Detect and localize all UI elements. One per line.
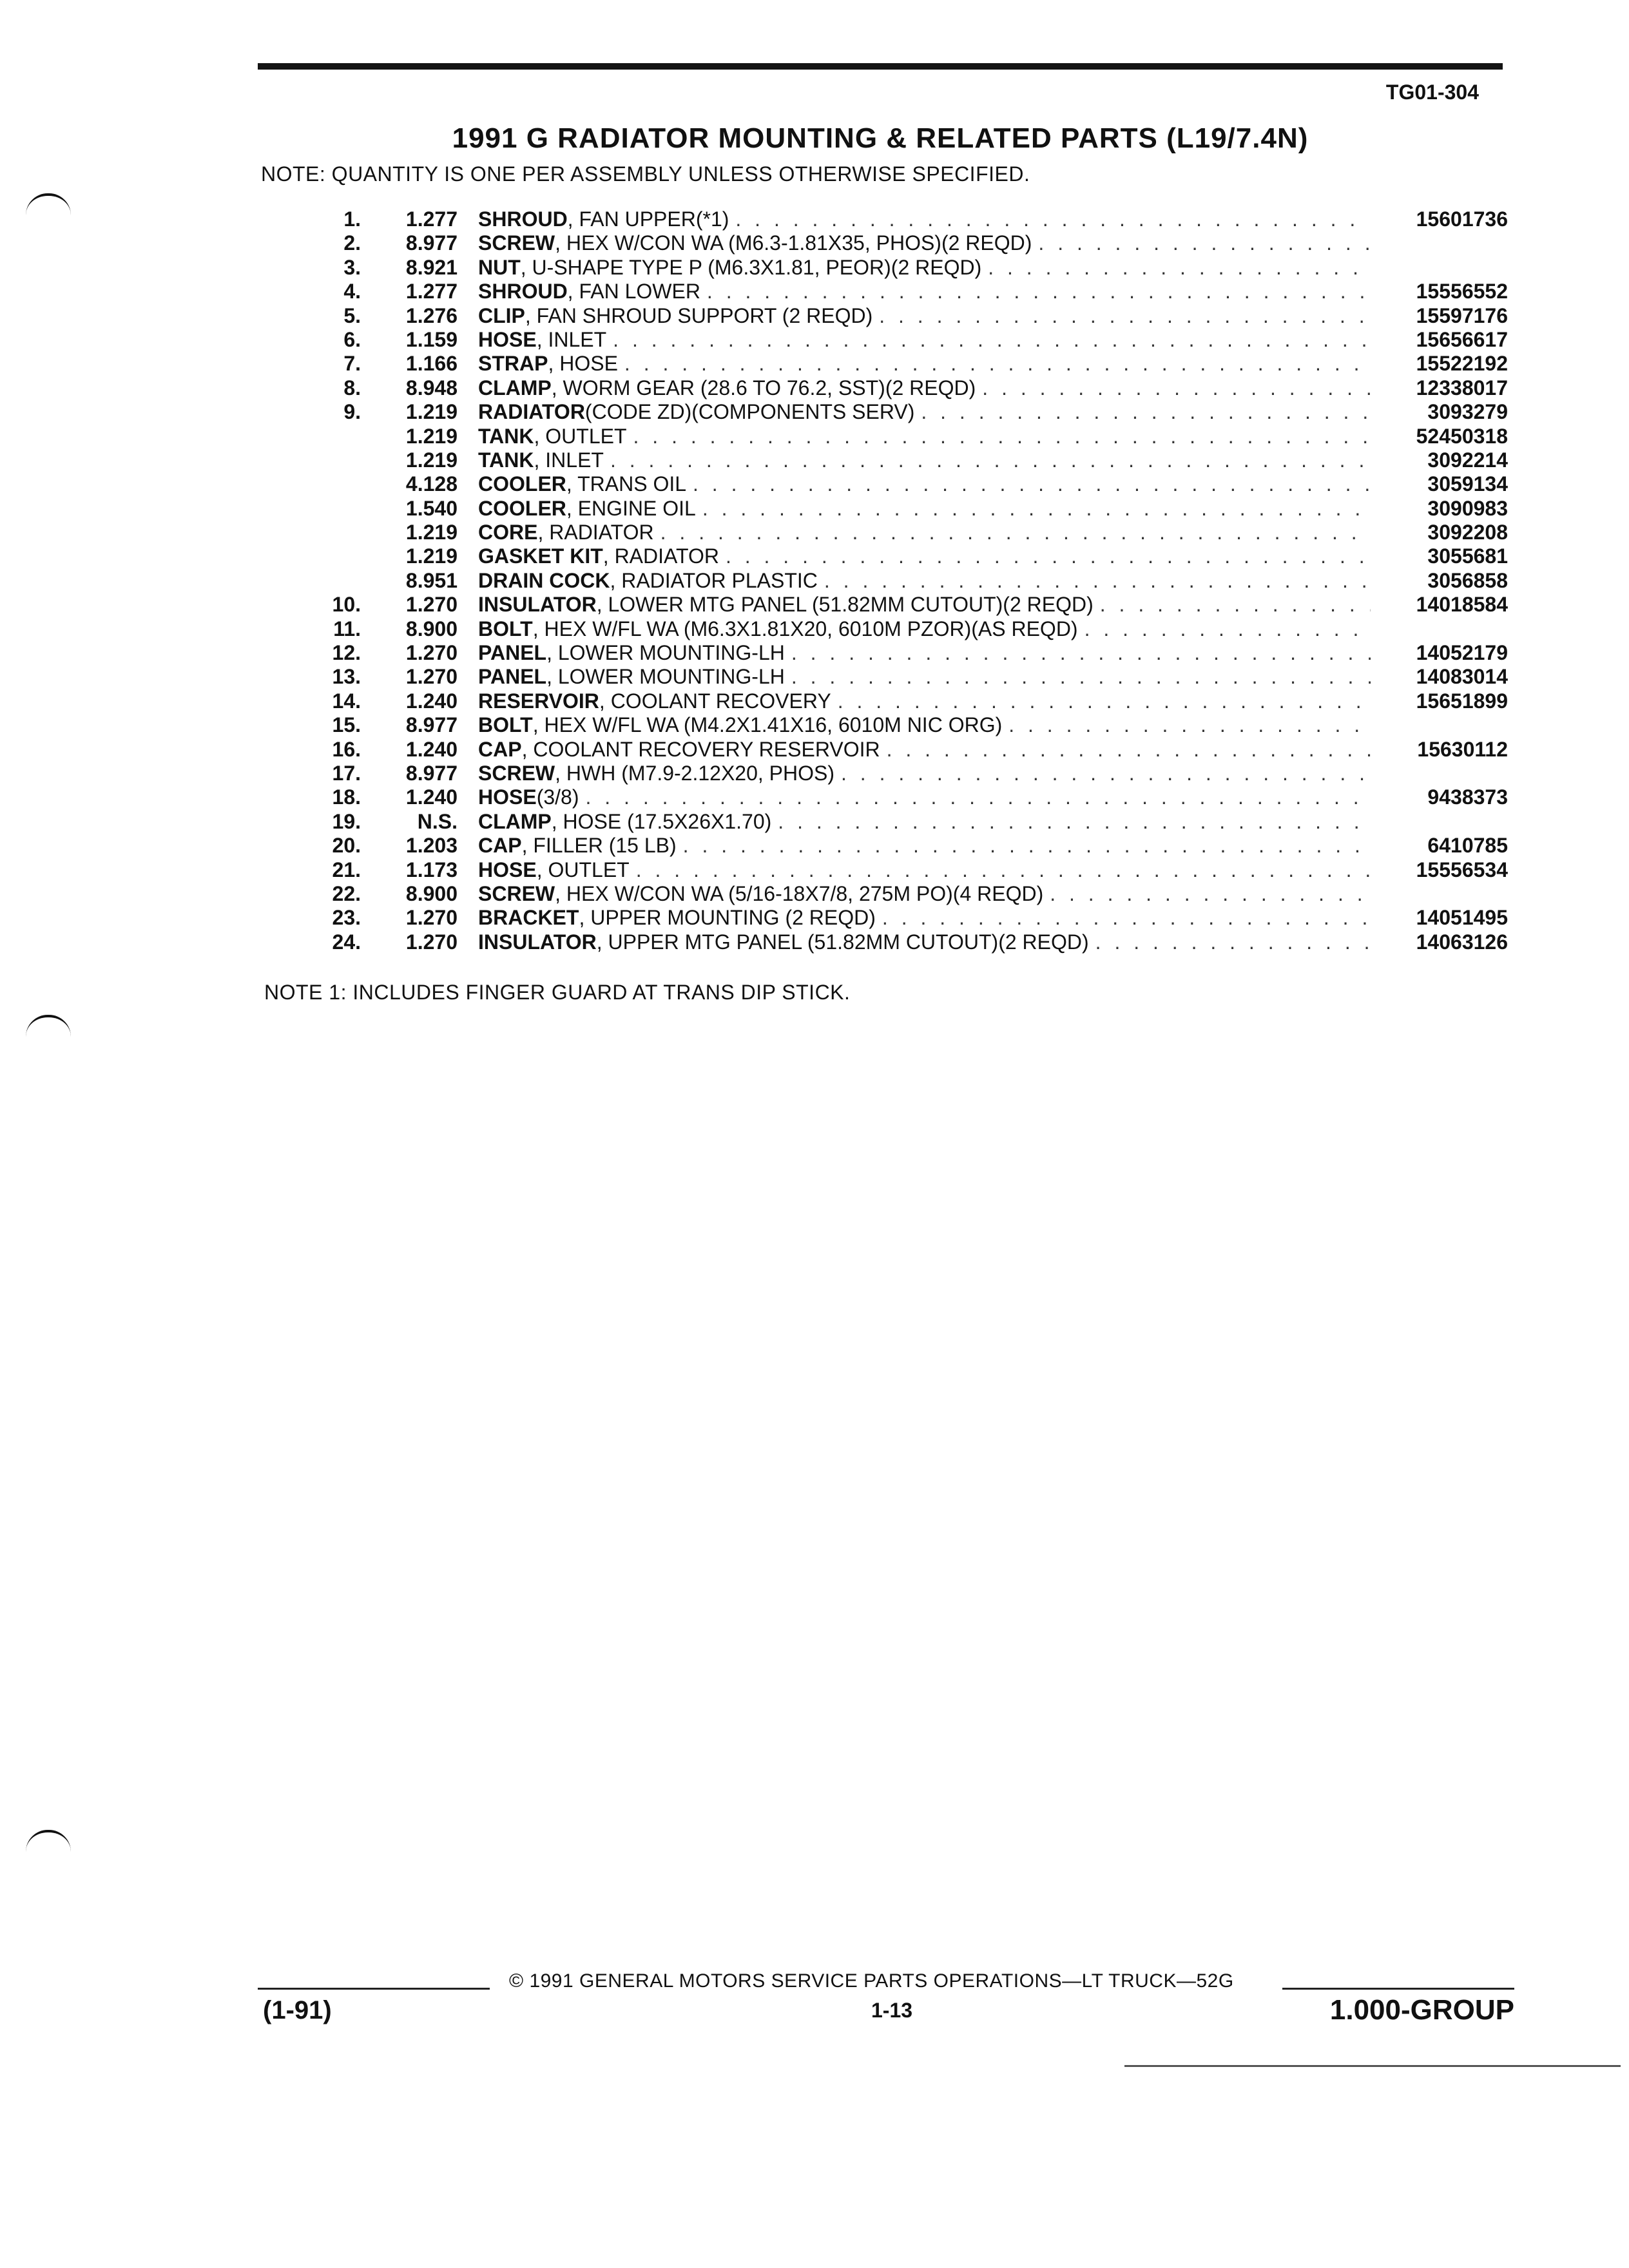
part-name: TANK xyxy=(478,424,534,448)
part-name: PANEL xyxy=(478,641,547,665)
part-detail: , ENGINE OIL xyxy=(566,496,696,520)
group-number: 1.270 xyxy=(405,641,458,665)
dot-leader xyxy=(633,425,1371,448)
part-number: 14083014 xyxy=(1416,665,1508,689)
part-detail: , FAN SHROUD SUPPORT (2 REQD) xyxy=(525,303,873,327)
quantity-note: NOTE: QUANTITY IS ONE PER ASSEMBLY UNLESS OTHERWISE SPECIFIED. xyxy=(261,162,1030,186)
part-detail: , LOWER MOUNTING-LH xyxy=(546,665,785,689)
dot-leader xyxy=(1050,882,1371,906)
part-description xyxy=(478,689,1371,713)
item-number: 19. xyxy=(332,809,361,833)
part-name: HOSE xyxy=(478,858,537,881)
page-id: TG01-304 xyxy=(1385,81,1479,104)
item-number: 15. xyxy=(332,713,361,737)
item-number: 20. xyxy=(332,834,361,858)
dot-leader xyxy=(1084,617,1371,641)
table-row xyxy=(277,448,1508,472)
item-number: 13. xyxy=(332,665,361,689)
table-row xyxy=(277,207,1508,231)
part-number: 15630112 xyxy=(1417,737,1508,761)
part-description xyxy=(478,231,1371,255)
part-number: 14018584 xyxy=(1416,593,1508,617)
table-row xyxy=(277,425,1508,448)
table-row xyxy=(277,231,1508,255)
part-description xyxy=(478,497,1371,521)
part-name: COOLER xyxy=(478,472,566,496)
footer-rule xyxy=(258,1988,490,1990)
dot-leader xyxy=(735,207,1371,231)
table-row xyxy=(277,593,1508,617)
dot-leader xyxy=(660,521,1371,544)
table-row xyxy=(277,762,1508,785)
table-row xyxy=(277,328,1508,352)
page-title: 1991 G RADIATOR MOUNTING & RELATED PARTS (L19/7.4N) xyxy=(452,122,1309,154)
group-number: 1.240 xyxy=(405,737,458,761)
item-number: 7. xyxy=(343,352,361,376)
dot-leader xyxy=(921,400,1371,424)
item-number: 14. xyxy=(332,689,361,713)
part-description xyxy=(478,641,1371,665)
part-name: CAP xyxy=(478,737,522,761)
group-number: 1.270 xyxy=(405,665,458,689)
item-number: 6. xyxy=(343,327,361,351)
group-number: 1.270 xyxy=(405,593,458,617)
part-name: BOLT xyxy=(478,713,533,737)
table-row xyxy=(277,738,1508,762)
table-row xyxy=(277,569,1508,593)
table-row xyxy=(277,472,1508,496)
group-number: 1.240 xyxy=(405,785,458,809)
part-name: HOSE xyxy=(478,785,537,809)
revision-date: (1-91) xyxy=(263,1996,332,2024)
dot-leader xyxy=(778,810,1371,834)
part-detail: , HEX W/CON WA (M6.3-1.81X35, PHOS)(2 REQD) xyxy=(555,231,1032,255)
group-number: 1.219 xyxy=(405,521,458,544)
item-number: 1. xyxy=(343,207,361,231)
part-description xyxy=(478,352,1371,376)
part-number: 15556552 xyxy=(1416,280,1508,303)
part-number: 3056858 xyxy=(1427,568,1508,592)
part-name: SCREW xyxy=(478,881,555,905)
group-number: 1.240 xyxy=(405,689,458,713)
part-detail: (3/8) xyxy=(536,785,579,809)
item-number: 21. xyxy=(332,858,361,881)
dot-leader xyxy=(838,689,1371,713)
part-description xyxy=(478,328,1371,352)
group-number: 1.219 xyxy=(405,448,458,472)
table-row xyxy=(277,810,1508,834)
part-description xyxy=(478,544,1371,568)
item-number: 10. xyxy=(332,593,361,617)
part-detail: , LOWER MOUNTING-LH xyxy=(546,641,785,665)
item-number: 8. xyxy=(343,376,361,399)
part-description xyxy=(478,521,1371,544)
part-description xyxy=(478,713,1371,737)
top-rule xyxy=(258,63,1503,70)
part-detail: , U-SHAPE TYPE P (M6.3X1.81, PEOR)(2 REQD) xyxy=(520,255,982,279)
part-number: 14063126 xyxy=(1416,930,1508,954)
part-number: 15556534 xyxy=(1416,858,1508,881)
part-name: SCREW xyxy=(478,761,555,785)
group-number: 1.270 xyxy=(405,906,458,930)
part-description xyxy=(478,906,1371,930)
group-number: 1.540 xyxy=(405,496,458,520)
dot-leader xyxy=(726,544,1371,568)
part-description xyxy=(478,810,1371,834)
item-number: 16. xyxy=(332,737,361,761)
part-description xyxy=(478,207,1371,231)
punch-hole-mark xyxy=(26,1015,71,1037)
table-row xyxy=(277,834,1508,858)
item-number: 9. xyxy=(343,400,361,424)
table-row xyxy=(277,400,1508,424)
part-description xyxy=(478,400,1371,424)
table-row xyxy=(277,930,1508,954)
part-number: 3092214 xyxy=(1427,448,1508,472)
table-row xyxy=(277,882,1508,906)
part-number: 12338017 xyxy=(1416,376,1508,399)
part-name: SHROUD xyxy=(478,280,568,303)
table-row xyxy=(277,617,1508,641)
part-description xyxy=(478,930,1371,954)
item-number: 18. xyxy=(332,785,361,809)
group-number: 8.951 xyxy=(405,568,458,592)
dot-leader xyxy=(882,906,1371,930)
punch-hole-mark xyxy=(26,193,71,215)
part-name: GASKET KIT xyxy=(478,544,603,568)
part-number: 15601736 xyxy=(1416,207,1508,231)
dot-leader xyxy=(613,328,1371,352)
dot-leader xyxy=(982,376,1371,400)
part-name: BOLT xyxy=(478,617,533,640)
group-number: 1.203 xyxy=(405,834,458,858)
table-row xyxy=(277,280,1508,303)
group-number: 8.977 xyxy=(405,713,458,737)
part-description xyxy=(478,593,1371,617)
dot-leader xyxy=(702,497,1371,521)
part-number: 15651899 xyxy=(1416,689,1508,713)
part-detail: , HEX W/FL WA (M6.3X1.81X20, 6010M PZOR)(AS REQD) xyxy=(532,617,1078,640)
part-description xyxy=(478,834,1371,858)
part-number: 15522192 xyxy=(1416,352,1508,376)
part-detail: , RADIATOR xyxy=(602,544,719,568)
part-detail: , TRANS OIL xyxy=(566,472,687,496)
item-number: 23. xyxy=(332,906,361,930)
part-number: 3093279 xyxy=(1427,400,1508,424)
item-number: 24. xyxy=(332,930,361,954)
part-detail: , UPPER MTG PANEL (51.82MM CUTOUT)(2 REQD) xyxy=(596,930,1089,954)
group-number: N.S. xyxy=(417,809,458,833)
part-name: NUT xyxy=(478,255,521,279)
dot-leader xyxy=(693,472,1371,496)
dot-leader xyxy=(683,834,1371,858)
table-row xyxy=(277,906,1508,930)
group-number: 1.277 xyxy=(405,207,458,231)
part-name: RESERVOIR xyxy=(478,689,599,713)
dot-leader xyxy=(988,256,1371,280)
dot-leader xyxy=(624,352,1371,376)
table-row xyxy=(277,497,1508,521)
part-description xyxy=(478,304,1371,328)
part-detail: (CODE ZD)(COMPONENTS SERV) xyxy=(584,400,915,424)
group-number: 8.921 xyxy=(405,255,458,279)
part-number: 14052179 xyxy=(1416,641,1508,665)
dot-leader xyxy=(610,448,1371,472)
table-row xyxy=(277,544,1508,568)
copyright: © 1991 GENERAL MOTORS SERVICE PARTS OPERATIONS—LT TRUCK—52G xyxy=(509,1970,1234,1992)
part-detail: , HEX W/FL WA (M4.2X1.41X16, 6010M NIC ORG) xyxy=(532,713,1003,737)
part-description xyxy=(478,569,1371,593)
part-detail: , HOSE (17.5X26X1.70) xyxy=(551,809,772,833)
part-name: HOSE xyxy=(478,327,537,351)
part-detail: , RADIATOR xyxy=(537,521,654,544)
group-number: 1.159 xyxy=(405,327,458,351)
part-name: INSULATOR xyxy=(478,593,597,617)
part-name: SCREW xyxy=(478,231,555,255)
part-number: 3092208 xyxy=(1427,521,1508,544)
part-description xyxy=(478,738,1371,762)
dot-leader xyxy=(791,665,1371,689)
table-row xyxy=(277,256,1508,280)
table-row xyxy=(277,376,1508,400)
part-description xyxy=(478,425,1371,448)
group-number: 1.219 xyxy=(405,424,458,448)
part-number: 3090983 xyxy=(1427,496,1508,520)
part-name: CLIP xyxy=(478,303,525,327)
footer-rule xyxy=(1282,1988,1514,1990)
group-number: 8.948 xyxy=(405,376,458,399)
group-number: 1.166 xyxy=(405,352,458,376)
group-number: 1.173 xyxy=(405,858,458,881)
group-number: 1.219 xyxy=(405,400,458,424)
part-detail: , FILLER (15 LB) xyxy=(521,834,677,858)
part-number: 52450318 xyxy=(1416,424,1508,448)
table-row xyxy=(277,304,1508,328)
part-name: TANK xyxy=(478,448,534,472)
item-number: 5. xyxy=(343,303,361,327)
scan-rule xyxy=(1124,2065,1621,2067)
group-number: 1.219 xyxy=(405,544,458,568)
part-number: 14051495 xyxy=(1416,906,1508,930)
part-description xyxy=(478,617,1371,641)
dot-leader xyxy=(585,785,1371,809)
parts-list xyxy=(277,207,1508,954)
part-name: CLAMP xyxy=(478,809,552,833)
part-detail: , COOLANT RECOVERY RESERVOIR xyxy=(521,737,880,761)
dot-leader xyxy=(1038,231,1371,255)
part-detail: , OUTLET xyxy=(534,424,627,448)
group-number: 8.900 xyxy=(405,881,458,905)
part-detail: , WORM GEAR (28.6 TO 76.2, SST)(2 REQD) xyxy=(551,376,976,399)
part-detail: , HWH (M7.9-2.12X20, PHOS) xyxy=(555,761,834,785)
item-number: 17. xyxy=(332,761,361,785)
part-detail: , LOWER MTG PANEL (51.82MM CUTOUT)(2 REQD) xyxy=(596,593,1094,617)
table-row xyxy=(277,713,1508,737)
group-label: 1.000-GROUP xyxy=(1329,1994,1514,2026)
part-description xyxy=(478,448,1371,472)
dot-leader xyxy=(636,858,1371,882)
part-number: 6410785 xyxy=(1427,834,1508,858)
part-detail: , UPPER MOUNTING (2 REQD) xyxy=(579,906,876,930)
item-number: 4. xyxy=(343,280,361,303)
part-detail: , HEX W/CON WA (5/16-18X7/8, 275M PO)(4 REQD) xyxy=(555,881,1044,905)
dot-leader xyxy=(791,641,1371,665)
part-name: STRAP xyxy=(478,352,548,376)
dot-leader xyxy=(887,738,1371,762)
item-number: 11. xyxy=(333,617,361,640)
part-number: 15597176 xyxy=(1416,303,1508,327)
item-number: 22. xyxy=(332,881,361,905)
part-number: 9438373 xyxy=(1427,785,1508,809)
part-number: 15656617 xyxy=(1416,327,1508,351)
part-detail: , FAN UPPER(*1) xyxy=(567,207,729,231)
part-name: RADIATOR xyxy=(478,400,585,424)
part-description xyxy=(478,882,1371,906)
item-number: 2. xyxy=(343,231,361,255)
part-name: INSULATOR xyxy=(478,930,597,954)
part-detail: , COOLANT RECOVERY xyxy=(599,689,831,713)
item-number: 12. xyxy=(332,641,361,665)
item-number: 3. xyxy=(343,255,361,279)
part-name: PANEL xyxy=(478,665,547,689)
group-number: 1.276 xyxy=(405,303,458,327)
table-row xyxy=(277,689,1508,713)
dot-leader xyxy=(1095,930,1371,954)
dot-leader xyxy=(1008,713,1371,737)
part-description xyxy=(478,665,1371,689)
dot-leader xyxy=(707,280,1371,303)
table-row xyxy=(277,521,1508,544)
part-detail: , FAN LOWER xyxy=(567,280,700,303)
group-number: 1.270 xyxy=(405,930,458,954)
part-description xyxy=(478,858,1371,882)
part-description xyxy=(478,256,1371,280)
part-detail: , RADIATOR PLASTIC xyxy=(610,568,818,592)
part-name: BRACKET xyxy=(478,906,579,930)
part-name: SHROUD xyxy=(478,207,568,231)
group-number: 1.277 xyxy=(405,280,458,303)
part-description xyxy=(478,762,1371,785)
dot-leader xyxy=(1100,593,1371,617)
table-row xyxy=(277,665,1508,689)
dot-leader xyxy=(879,304,1371,328)
part-detail: , INLET xyxy=(536,327,607,351)
group-number: 4.128 xyxy=(405,472,458,496)
footnote: NOTE 1: INCLUDES FINGER GUARD AT TRANS DIP STICK. xyxy=(264,981,851,1004)
group-number: 8.977 xyxy=(405,761,458,785)
part-name: COOLER xyxy=(478,496,566,520)
dot-leader xyxy=(824,569,1371,593)
part-detail: , INLET xyxy=(534,448,604,472)
table-row xyxy=(277,641,1508,665)
part-description xyxy=(478,785,1371,809)
table-row xyxy=(277,858,1508,882)
part-name: CORE xyxy=(478,521,538,544)
part-number: 3055681 xyxy=(1427,544,1508,568)
part-name: CLAMP xyxy=(478,376,552,399)
part-description xyxy=(478,376,1371,400)
group-number: 8.900 xyxy=(405,617,458,640)
punch-hole-mark xyxy=(26,1830,71,1852)
part-detail: , OUTLET xyxy=(536,858,630,881)
table-row xyxy=(277,352,1508,376)
part-name: DRAIN COCK xyxy=(478,568,610,592)
page-number: 1-13 xyxy=(871,1999,913,2022)
part-number: 3059134 xyxy=(1427,472,1508,496)
part-detail: , HOSE xyxy=(548,352,618,376)
dot-leader xyxy=(841,762,1371,785)
group-number: 8.977 xyxy=(405,231,458,255)
part-description xyxy=(478,472,1371,496)
part-description xyxy=(478,280,1371,303)
table-row xyxy=(277,785,1508,809)
part-name: CAP xyxy=(478,834,522,858)
